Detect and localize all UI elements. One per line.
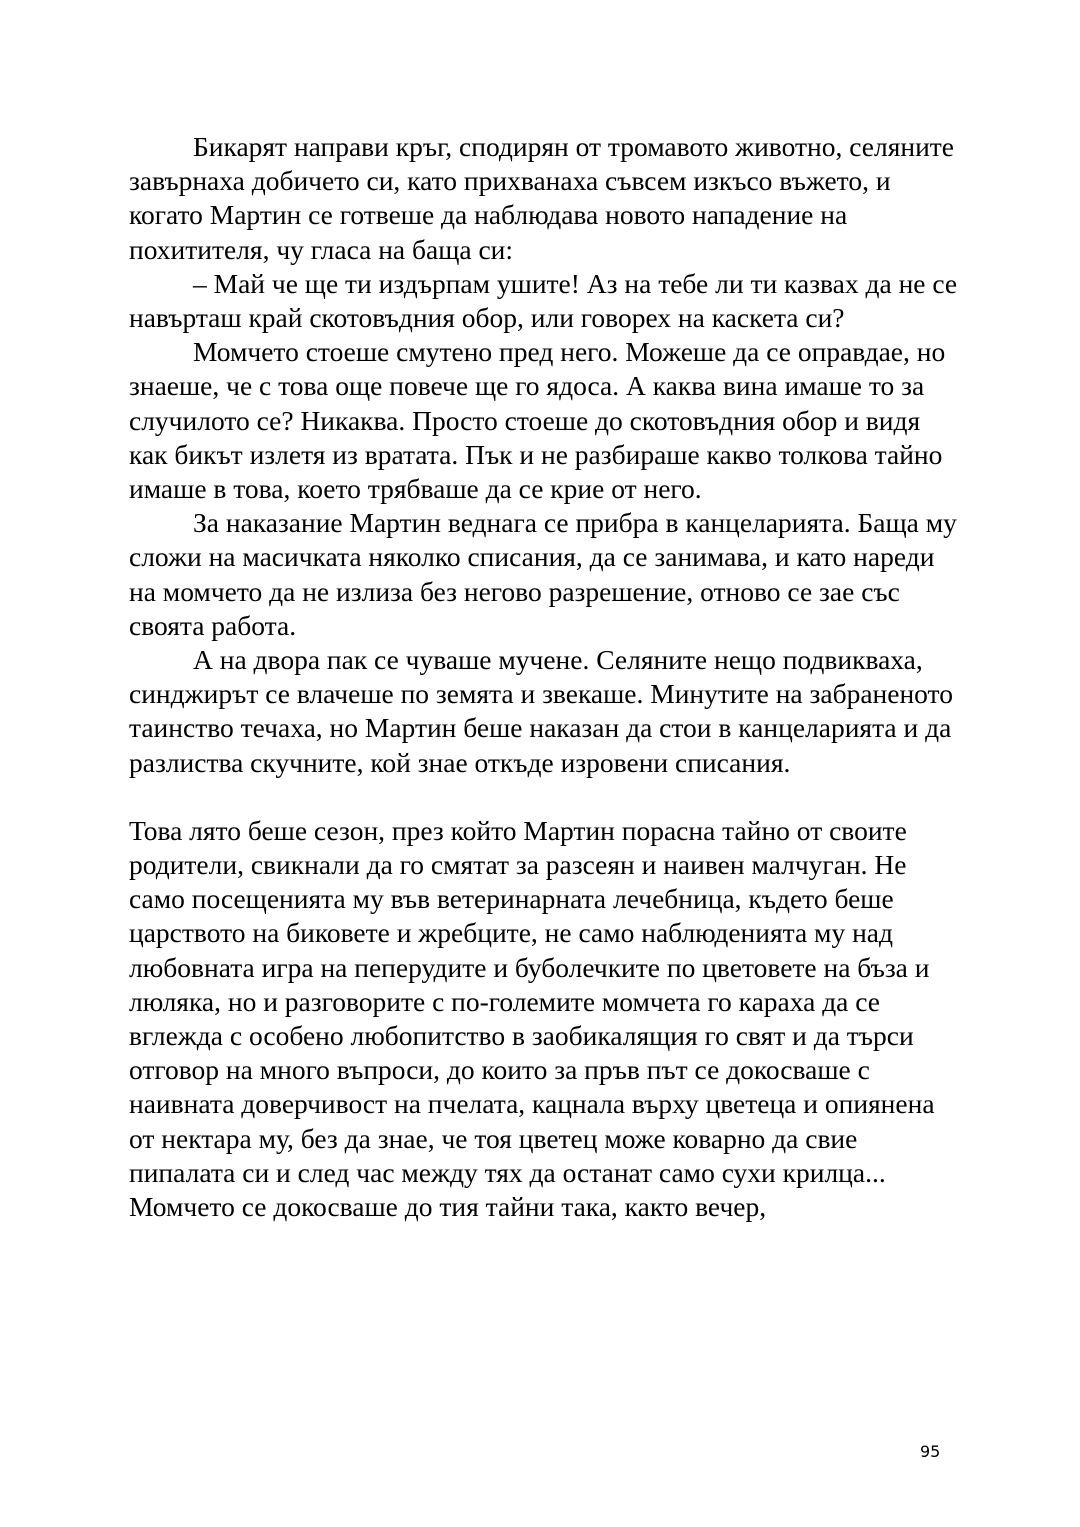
paragraph-3: Момчето стоеше смутено пред него. Можеше да се оправдае, но знаеше, че с това още повече ще го ядоса. А каква вина имаше то за случилото се? Никаква. Просто стоеше до скотовъдния обор и видя как бикът излетя из вратата. Пък и не разбираше какво толкова тайно имаше в това, което трябваше да се крие от него. — [129, 336, 946, 505]
paragraph-6: Това лято беше сезон, през който Мартин порасна тайно от своите родители, свикнали да го смятат за разсеян и наивен малчуган. Не само посещенията му във ветеринарната лечебница, където беше царството на биковете и жребците, не само наблюденията му над любовната игра на пеперудите и буболечките по цветовете на бъза и люляка, но и разговорите с по-големите момчета го караха да се вглежда с особено любопитство в заобикалящия го свят и да търси отговор на много въпроси, до които за пръв път се докосваше с наивната доверчивост на пчелата, кацнала върху цветеца и опиянена от нектара му, без да знае, че тоя цветец може коварно да свие пипалата си и след час между тях да останат само сухи крилца... Момчето се докосваше до тия тайни така, както вечер, — [129, 814, 935, 1223]
paragraph-2-dialogue: – Май че ще ти издърпам ушите! Аз на тебе ли ти казвах да не се навърташ край скотовъдния обор, или говорех на каскета си? — [129, 267, 958, 334]
paragraph-1: Бикарят направи кръг, сподирян от тромавото животно, селяните завърнаха добичето си, като прихванаха съвсем изкъсо въжето, и когато Мартин се готвеше да наблюдава новото нападение на похитителя, чу гласа на баща си: — [129, 131, 955, 265]
body-text — [129, 130, 959, 1224]
paragraph-5: А на двора пак се чуваше мучене. Селяните нещо подвикваха, синджирът се влачеше по земята и звекаше. Минутите на забраненото таинство течаха, но Мартин беше наказан да стои в канцеларията и да разлиства скучните, кой знае откъде изровени списания. — [129, 644, 953, 778]
page-number: 95 — [920, 1442, 941, 1461]
paragraph-4: За наказание Мартин веднага се прибра в канцеларията. Баща му сложи на масичката няколко списания, да се занимава, и като нареди на момчето да не излиза без негово разрешение, отново се зае със своята работа. — [129, 507, 957, 641]
section-break — [129, 780, 959, 814]
